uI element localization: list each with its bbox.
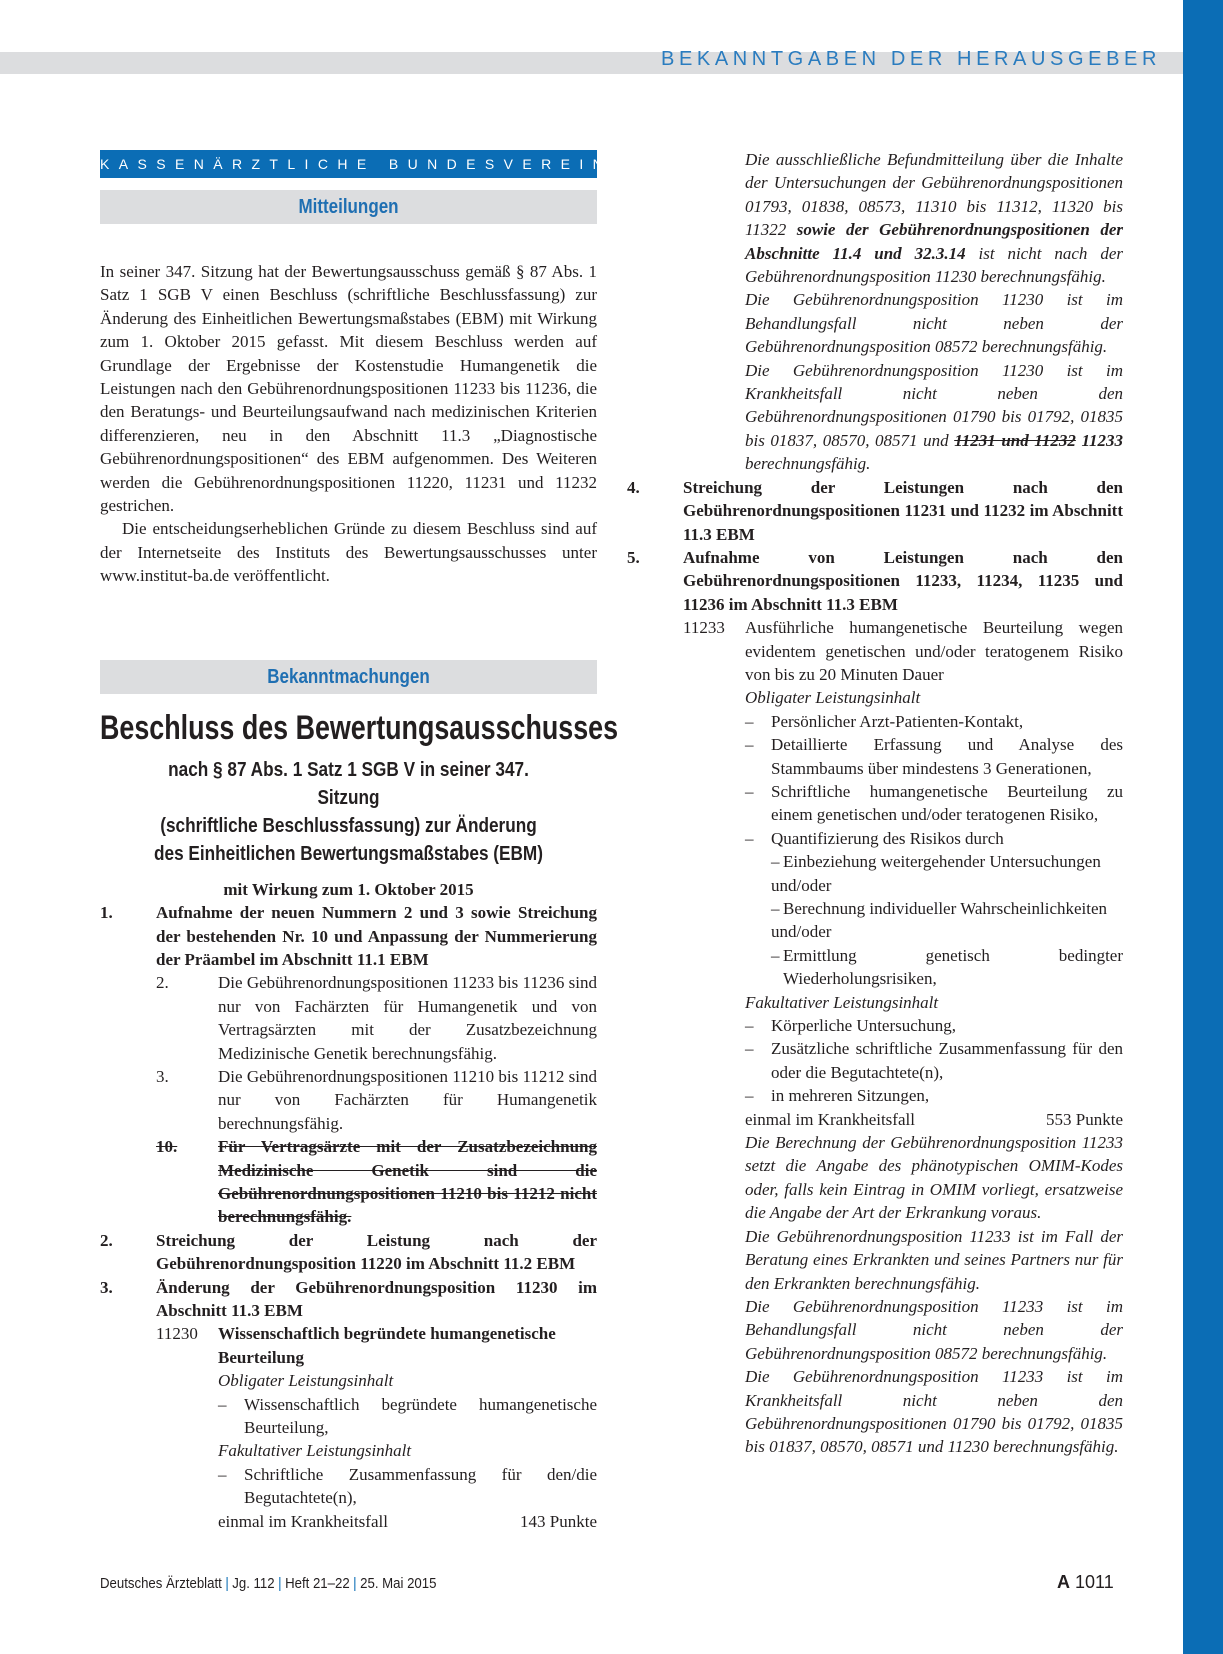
dash-mark: – bbox=[745, 1086, 754, 1106]
note-3-text: Die Gebührenordnungsposition 11230 ist im Krankheitsfall nicht neben den Gebührenordnungspositionen 01790 bis 01792, 01835 bis 01837, 08570, 08571 und bbox=[745, 360, 1123, 450]
gop-obligat-label: Obligater Leistungsinhalt bbox=[745, 688, 921, 708]
subtitle-line-2: (schriftliche Beschlussfassung) zur Änderung bbox=[160, 814, 537, 837]
gop-points-row bbox=[745, 1108, 1123, 1131]
dash-text: Ermittlung genetisch bedingter Wiederholungsrisiken, bbox=[783, 945, 1123, 989]
note: Die Berechnung der Gebührenordnungsposition 11233 setzt die Angabe des phänotypischen OMIM-Kodes oder, falls kein Eintrag in OMIM vorliegt, ersatzweise die Angabe der Art der Erkrankung voraus. bbox=[745, 1133, 1123, 1223]
note: Die Gebührenordnungsposition 11233 ist im Behandlungsfall nicht neben der Gebührenordnungsposition 08572 berechnungsfähig. bbox=[745, 1296, 1123, 1363]
note-3-deleted: 11231 und 11232 bbox=[954, 430, 1076, 450]
dash-mark: – bbox=[745, 1016, 754, 1036]
dash-text: Persönlicher Arzt-Patienten-Kontakt, bbox=[771, 711, 1024, 731]
note-1-bold: sowie der Gebührenordnungspositionen der Abschnitte 11.4 und 32.3.14 bbox=[745, 220, 1123, 263]
list-subitem bbox=[100, 1065, 597, 1135]
gop-notes bbox=[745, 148, 1123, 476]
subtitle-line-3: des Einheitlichen Bewertungsmaßstabes (EBM) bbox=[153, 842, 543, 865]
dash-subitem bbox=[771, 944, 1123, 991]
gop-fakult-label: Fakultativer Leistungsinhalt bbox=[218, 1441, 412, 1461]
subitem-text: Für Vertragsärzte mit der Zusatzbezeichnung Medizinische Genetik sind die Gebührenordnungspositionen 11210 bis 11212 nicht berechnungsfähig. bbox=[218, 1137, 597, 1227]
gop-points: 143 Punkte bbox=[520, 1511, 597, 1531]
note: Die Gebührenordnungsposition 11233 ist im Fall der Beratung eines Erkrankten und seines Partners nur für den Erkrankten berechnungsfähig. bbox=[745, 1226, 1123, 1293]
gop-entry-11233 bbox=[627, 616, 1123, 1459]
item-text: Aufnahme von Leistungen nach den Gebührenordnungspositionen 11233, 11234, 11235 und 11236 im Abschnitt 11.3 EBM bbox=[683, 547, 1123, 614]
gop-11230-continued bbox=[627, 148, 1123, 476]
gop-number: 11233 bbox=[683, 618, 725, 638]
side-color-band bbox=[1183, 0, 1223, 1654]
list-subitem-deleted bbox=[100, 1135, 597, 1229]
gop-points-row bbox=[218, 1510, 597, 1533]
journal-name: Deutsches Ärzteblatt bbox=[100, 1575, 222, 1592]
effective-date: mit Wirkung zum 1. Oktober 2015 bbox=[223, 879, 474, 899]
note-2: Die Gebührenordnungsposition 11230 ist im Behandlungsfall nicht neben der Gebührenordnungsposition 08572 berechnungsfähig. bbox=[745, 290, 1123, 357]
connector: und/oder bbox=[771, 922, 832, 942]
item-text: Streichung der Leistung nach der Gebührenordnungsposition 11220 im Abschnitt 11.2 EBM bbox=[156, 1230, 597, 1274]
dash-text: Schriftliche humangenetische Beurteilung zu einem genetischen und/oder teratogenen Risiko, bbox=[771, 781, 1123, 825]
connector: und/oder bbox=[771, 875, 832, 895]
dash-item bbox=[218, 1463, 597, 1510]
page-letter: A bbox=[1057, 1572, 1070, 1592]
dash-mark: – bbox=[771, 899, 780, 918]
item-text: Änderung der Gebührenordnungsposition 11230 im Abschnitt 11.3 EBM bbox=[156, 1277, 597, 1320]
item-number: 3. bbox=[100, 1277, 113, 1297]
mitteilungen-heading: Mitteilungen bbox=[137, 190, 559, 224]
item-number: 4. bbox=[627, 477, 640, 497]
separator: | bbox=[353, 1575, 357, 1592]
dash-mark: – bbox=[745, 711, 754, 731]
section-title: BEKANNTGABEN DER HERAUSGEBER bbox=[661, 48, 1161, 70]
dash-subitem bbox=[771, 850, 1123, 873]
dash-item bbox=[745, 780, 1123, 827]
subitem-number: 2. bbox=[156, 973, 169, 993]
dash-subgroup bbox=[745, 850, 1123, 990]
intro-paragraph-2: Die entscheidungserheblichen Gründe zu diesem Beschluss sind auf der Internetseite des Instituts des Bewertungsausschusses unter www.institut-ba.de veröffentlicht. bbox=[100, 519, 597, 586]
item-number: 5. bbox=[627, 547, 640, 567]
bekanntmachungen-box bbox=[100, 660, 597, 694]
dash-text: Quantifizierung des Risikos durch bbox=[771, 828, 1004, 848]
gop-body bbox=[218, 1322, 597, 1533]
dash-text: Detaillierte Erfassung und Analyse des Stammbaums über mindestens 3 Generationen, bbox=[771, 735, 1123, 778]
gop-points: 553 Punkte bbox=[1046, 1109, 1123, 1129]
page-number bbox=[1057, 1572, 1114, 1593]
footer-citation bbox=[100, 1575, 436, 1592]
list-item bbox=[100, 1229, 597, 1276]
dash-text: Wissenschaftlich begründete humangenetische Beurteilung, bbox=[244, 1394, 597, 1438]
dash-mark: – bbox=[771, 945, 780, 965]
list-item bbox=[100, 1276, 597, 1323]
subitem-number: 3. bbox=[156, 1066, 169, 1086]
item-number: 2. bbox=[100, 1230, 113, 1250]
subtitle-line-1: nach § 87 Abs. 1 Satz 1 SGB V in seiner 347. Sitzung bbox=[168, 758, 529, 809]
dash-mark: – bbox=[745, 781, 754, 801]
gop-number-spacer bbox=[627, 148, 745, 476]
subitem-text: Die Gebührenordnungspositionen 11210 bis 11212 sind nur von Fachärzten für Humangenetik berechnungsfähig. bbox=[218, 1066, 597, 1133]
dash-item bbox=[218, 1393, 597, 1440]
document-subtitle bbox=[135, 756, 562, 868]
kbv-label: KASSENÄRZTLICHE BUNDESVEREINIGUNG bbox=[100, 150, 597, 178]
dash-text: Körperliche Untersuchung, bbox=[771, 1016, 957, 1036]
journal-volume: Jg. 112 bbox=[232, 1575, 275, 1592]
dash-item bbox=[745, 1084, 1123, 1107]
gop-fakult-label: Fakultativer Leistungsinhalt bbox=[745, 992, 939, 1012]
dash-mark: – bbox=[218, 1464, 227, 1484]
dash-item bbox=[745, 1014, 1123, 1037]
dash-item bbox=[745, 733, 1123, 780]
dash-item bbox=[745, 1037, 1123, 1084]
note-1 bbox=[745, 148, 1123, 288]
gop-number: 11230 bbox=[156, 1324, 198, 1344]
journal-date: 25. Mai 2015 bbox=[360, 1575, 437, 1592]
dash-text: Einbeziehung weitergehender Untersuchungen bbox=[783, 852, 1101, 872]
note-3 bbox=[745, 359, 1123, 476]
journal-issue: Heft 21–22 bbox=[285, 1575, 350, 1592]
gop-notes bbox=[745, 1131, 1123, 1459]
dash-text: Zusätzliche schriftliche Zusammenfassung für den oder die Begutachtete(n), bbox=[771, 1039, 1123, 1082]
dash-subitem bbox=[771, 897, 1123, 920]
note: Die Gebührenordnungsposition 11233 ist im Krankheitsfall nicht neben den Gebührenordnungspositionen 01790 bis 01792, 01835 bis 01837, 08570, 08571 und 11230 berechnungsfähig. bbox=[745, 1367, 1123, 1457]
gop-body bbox=[745, 616, 1123, 1459]
bekanntmachungen-heading: Bekanntmachungen bbox=[137, 660, 559, 694]
dash-mark: – bbox=[771, 852, 780, 872]
note-1-text: Die ausschließliche Befundmitteilung über die Inhalte der Untersuchungen der Gebührenordnungspositionen 01793, 01838, 08573, 11310 bis 11312, 11320 bis 11322 bbox=[745, 150, 1123, 240]
list-item bbox=[627, 476, 1123, 546]
dash-text: Schriftliche Zusammenfassung für den/die Begutachtete(n), bbox=[244, 1464, 597, 1508]
left-column bbox=[100, 150, 706, 1533]
gop-title: Ausführliche humangenetische Beurteilung wegen evidentem genetischen und/oder teratogenem Risiko von bis zu 20 Minuten Dauer bbox=[745, 618, 1123, 684]
gop-frequency: einmal im Krankheitsfall bbox=[745, 1109, 915, 1129]
dash-mark: – bbox=[745, 828, 754, 848]
page-digits: 1011 bbox=[1075, 1572, 1114, 1592]
item-text: Aufnahme der neuen Nummern 2 und 3 sowie Streichung der bestehenden Nr. 10 und Anpassung der Nummerierung der Präambel im Abschnitt 11.1 EBM bbox=[156, 903, 597, 969]
gop-title: Wissenschaftlich begründete humangenetische Beurteilung bbox=[218, 1324, 556, 1367]
note-3-end: berechnungsfähig. bbox=[745, 454, 871, 474]
note-1-end: ist nicht nach der Gebührenordnungsposition 11230 berechnungsfähig. bbox=[745, 243, 1123, 287]
separator: | bbox=[278, 1575, 282, 1592]
mitteilungen-box bbox=[100, 190, 597, 224]
list-item bbox=[100, 901, 597, 971]
dash-mark: – bbox=[745, 735, 754, 755]
dash-text: Berechnung individueller Wahrscheinlichkeiten bbox=[783, 899, 1108, 918]
document-title: Beschluss des Bewertungsausschusses bbox=[100, 708, 619, 747]
list-subitem bbox=[100, 971, 597, 1065]
right-column bbox=[627, 148, 1123, 1459]
intro-paragraph-1: In seiner 347. Sitzung hat der Bewertungsausschuss gemäß § 87 Abs. 1 Satz 1 SGB V einen Beschluss (schriftliche Beschlussfassung) zur Änderung des Einheitlichen Bewertungsmaßstabes (EBM) mit Wirkung zum 1. Oktober 2015 gefasst. Mit diesem Beschluss werden auf Grundlage der Ergebnisse der Kostenstudie Humangenetik die Leistungen nach den Gebührenordnungspositionen 11233 bis 11236, die den Beratungs- und Beurteilungsaufwand nach medizinischen Kriterien differenzieren, neu in den Abschnitt 11.3 „Diagnostische Gebührenordnungspositionen“ des EBM aufgenommen. Des Weiteren werden die Gebührenordnungspositionen 11220, 11231 und 11232 gestrichen. bbox=[100, 262, 597, 516]
dash-text: in mehreren Sitzungen, bbox=[771, 1086, 930, 1106]
gop-entry-11230 bbox=[100, 1322, 597, 1533]
subitem-number: 10. bbox=[156, 1137, 178, 1157]
gop-frequency: einmal im Krankheitsfall bbox=[218, 1511, 388, 1531]
gop-obligat-label: Obligater Leistungsinhalt bbox=[218, 1371, 394, 1391]
note-3-added: 11233 bbox=[1081, 430, 1123, 450]
list-item bbox=[627, 546, 1123, 616]
separator: | bbox=[225, 1575, 229, 1592]
dash-item bbox=[745, 710, 1123, 733]
subitem-text: Die Gebührenordnungspositionen 11233 bis 11236 sind nur von Fachärzten für Humangenetik und von Vertragsärzten mit der Zusatzbezeichnung Medizinische Genetik berechnungsfähig. bbox=[218, 973, 597, 1063]
item-text: Streichung der Leistungen nach den Gebührenordnungspositionen 11231 und 11232 im Abschnitt 11.3 EBM bbox=[683, 477, 1123, 544]
dash-item bbox=[745, 827, 1123, 850]
dash-mark: – bbox=[745, 1039, 754, 1059]
item-number: 1. bbox=[100, 903, 113, 923]
dash-mark: – bbox=[218, 1394, 227, 1414]
